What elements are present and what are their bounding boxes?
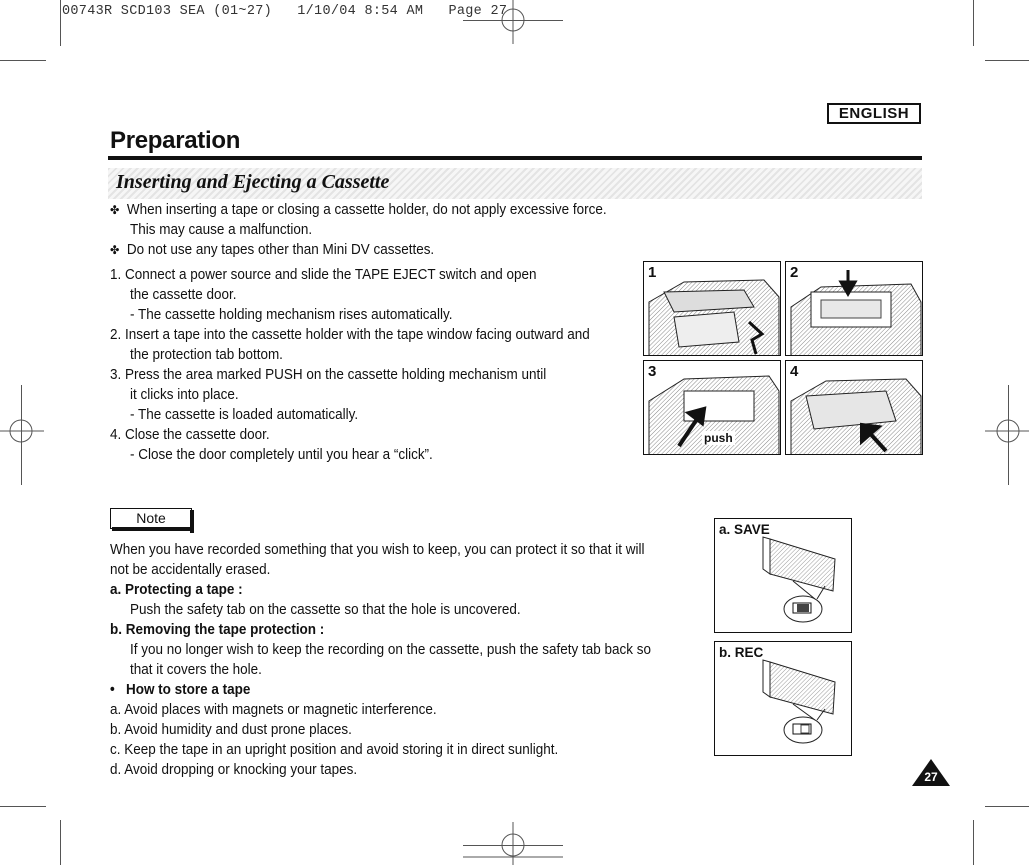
step-line: the cassette door. [130,287,237,303]
page-number: 27 [924,770,938,784]
page-number-badge [911,757,951,787]
figure-number: 2 [790,264,799,281]
step-line: the protection tab bottom. [130,347,283,363]
caution-icon: ✤ [110,203,120,217]
note-text: Push the safety tab on the cassette so that the hole is uncovered. [130,602,521,618]
step-line: 4. Close the cassette door. [110,427,270,443]
step-line: - The cassette holding mechanism rises automatically. [130,307,453,323]
step-line: 3. Press the area marked PUSH on the cassette holding mechanism until [110,367,547,383]
language-badge: ENGLISH [827,103,921,124]
caution-line: This may cause a malfunction. [130,222,313,238]
insert-tape-illustration [786,262,923,356]
figure-save [714,518,852,633]
figure-caption: a. SAVE [719,522,770,537]
figure-step-1 [643,261,781,356]
store-item: b. Avoid humidity and dust prone places. [110,722,352,738]
push-label: push [704,431,733,445]
bullet-icon: • [110,682,115,698]
note-subheading: a. Protecting a tape : [110,582,243,598]
store-item: c. Keep the tape in an upright position and avoid storing it in direct sunlight. [110,742,559,758]
note-label: Note [110,508,192,529]
figure-rec [714,641,852,756]
camcorder-open-door-illustration [644,262,781,356]
figure-number: 1 [648,264,657,281]
figure-step-2 [785,261,923,356]
step-line: - Close the door completely until you hear a “click”. [130,447,433,463]
note-text: that it covers the hole. [130,662,262,678]
note-subheading: b. Removing the tape protection : [110,622,325,638]
caution-icon: ✤ [110,243,120,257]
step-line: - The cassette is loaded automatically. [130,407,359,423]
section-title: Inserting and Ejecting a Cassette [116,171,390,193]
figure-step-4 [785,360,923,455]
section-banner [108,168,922,199]
note-text: When you have recorded something that you wish to keep, you can protect it so that it will [110,542,645,558]
note-subheading: • How to store a tape [110,682,251,698]
figure-step-3 [643,360,781,455]
step-line: it clicks into place. [130,387,239,403]
figure-number: 4 [790,363,799,380]
note-text: not be accidentally erased. [110,562,271,578]
close-door-illustration [786,361,923,455]
figure-caption: b. REC [719,645,764,660]
store-item: a. Avoid places with magnets or magnetic interference. [110,702,437,718]
caution-line: ✤ Do not use any tapes other than Mini DV cassettes. [110,242,435,258]
print-header: 00743R SCD103 SEA (01~27) 1/10/04 8:54 AM Page 27 [62,4,508,19]
page-title: Preparation [110,127,241,154]
note-text: If you no longer wish to keep the recording on the cassette, push the safety tab back so [130,642,652,658]
figure-number: 3 [648,363,657,380]
step-line: 2. Insert a tape into the cassette holder with the tape window facing outward and [110,327,590,343]
step-line: 1. Connect a power source and slide the TAPE EJECT switch and open [110,267,537,283]
store-item: d. Avoid dropping or knocking your tapes. [110,762,358,778]
caution-line: ✤ When inserting a tape or closing a cassette holder, do not apply excessive force. [110,202,607,218]
title-rule [108,156,922,160]
